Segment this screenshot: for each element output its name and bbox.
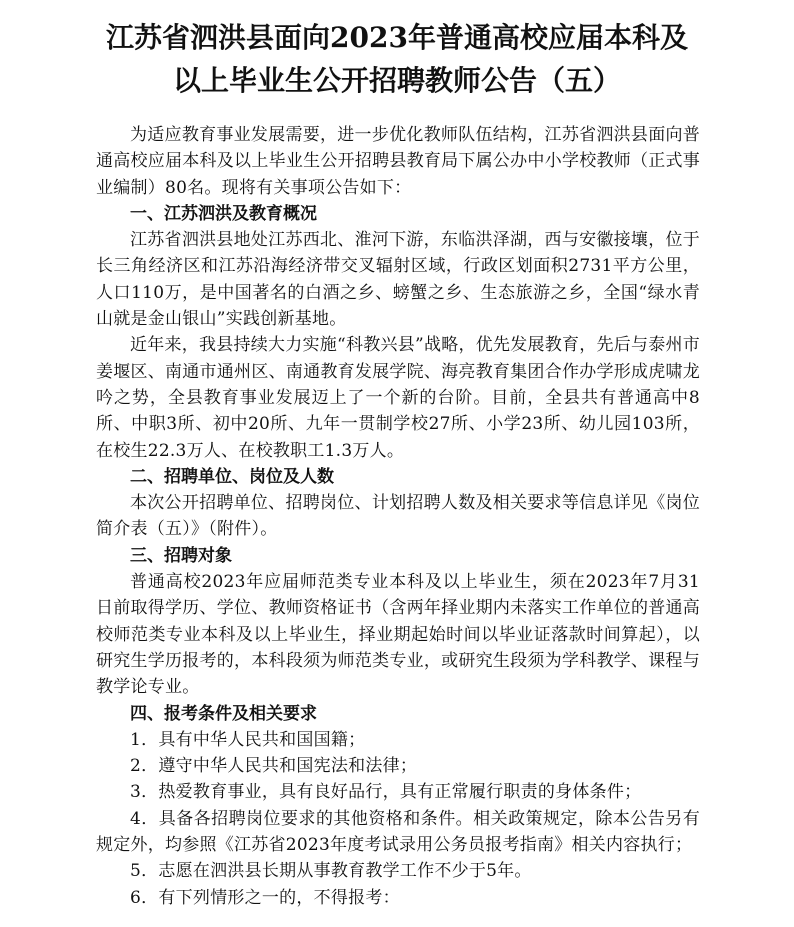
document-title <box>0 16 794 102</box>
section-2-paragraph-1: 本次公开招聘单位、招聘岗位、计划招聘人数及相关要求等信息详见《岗位简介表（五）》（附件）。 <box>96 493 700 540</box>
section-4-heading: 四、报考条件及相关要求 <box>130 703 317 724</box>
section-1-paragraph-1: 江苏省泗洪县地处江苏西北、淮河下游，东临洪泽湖，西与安徽接壤，位于长三角经济区和江苏沿海经济带交叉辐射区域，行政区划面积2731平方公里，人口110万，是中国著名的白酒之乡、螃蟹之乡、生态旅游之乡，全国“绿水青山就是金山银山”实践创新基地。 <box>96 230 700 330</box>
section-2-heading: 二、招聘单位、岗位及人数 <box>130 466 334 487</box>
requirement-item-5: 5．志愿在泗洪县长期从事教育教学工作不少于5年。 <box>130 861 532 882</box>
requirement-item-6: 6．有下列情形之一的，不得报考： <box>130 887 400 908</box>
section-3-heading: 三、招聘对象 <box>130 545 232 566</box>
section-1-heading: 一、江苏泗洪及教育概况 <box>130 203 317 224</box>
requirement-item-4: 4．具备各招聘岗位要求的其他资格和条件。相关政策规定，除本公告另有规定外，均参照《江苏省2023年度考试录用公务员报考指南》相关内容执行； <box>96 808 700 856</box>
title-line-1: 江苏省泗洪县面向2023年普通高校应届本科及 <box>106 21 688 54</box>
requirement-item-1: 1．具有中华人民共和国国籍； <box>130 729 366 750</box>
requirement-item-2: 2．遵守中华人民共和国宪法和法律； <box>130 756 418 777</box>
section-1-paragraph-2: 近年来，我县持续大力实施“科教兴县”战略，优先发展教育，先后与泰州市姜堰区、南通市通州区、南通教育发展学院、海亮教育集团合作办学形成虎啸龙吟之势，全县教育事业发展迈上了一个新的台阶。目前，全县共有普通高中8所、中职3所、初中20所、九年一贯制学校27所、小学23所、幼儿园103所，在校生22.3万人、在校教职工1.3万人。 <box>96 335 700 461</box>
intro-paragraph: 为适应教育事业发展需要，进一步优化教师队伍结构，江苏省泗洪县面向普通高校应届本科及以上毕业生公开招聘县教育局下属公办中小学校教师（正式事业编制）80名。现将有关事项公告如下： <box>96 125 700 198</box>
section-3-paragraph-1: 普通高校2023年应届师范类专业本科及以上毕业生，须在2023年7月31日前取得学历、学位、教师资格证书（含两年择业期内未落实工作单位的普通高校师范类专业本科及以上毕业生，择业期起始时间以毕业证落款时间算起），以研究生学历报考的，本科段须为师范类专业，或研究生段须为学科教学、课程与教学论专业。 <box>96 572 700 698</box>
title-line-2: 以上毕业生公开招聘教师公告（五） <box>172 64 621 97</box>
requirement-item-3: 3．热爱教育事业，具有良好品行，具有正常履行职责的身体条件； <box>130 782 642 803</box>
document-body <box>96 122 700 911</box>
